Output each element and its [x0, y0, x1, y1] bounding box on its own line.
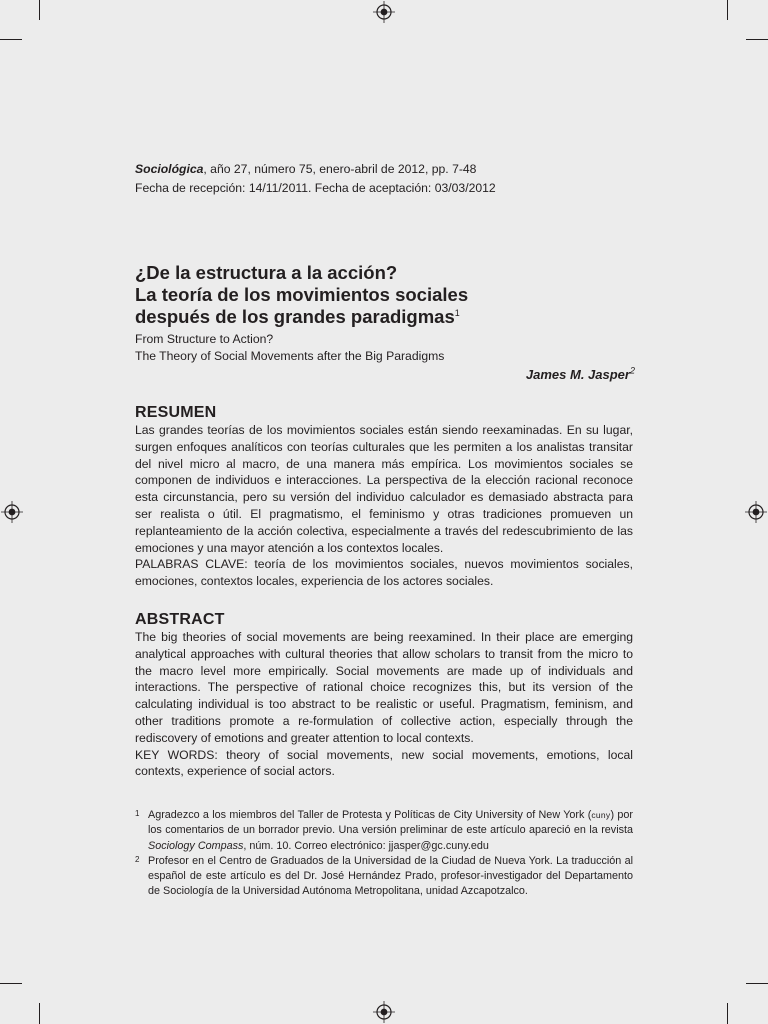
footnote-text: Profesor en el Centro de Graduados de la Universidad de la Ciudad de Nueva York. La traducción al español de este artículo es del Dr. José Hernández Prado, profesor-investigador del Departamento de Sociología de la Universidad Autónoma Metropolitana, unidad Azcapotzalco. — [148, 854, 633, 898]
footnote — [135, 808, 633, 854]
article-title — [135, 262, 635, 328]
footnote-ref: 1 — [454, 307, 460, 318]
crop-mark-bottom-right-vertical — [727, 1003, 728, 1024]
footnote-journal: Sociology Compass — [148, 839, 244, 852]
crop-mark-top-left-vertical — [39, 0, 40, 20]
footnote-text: , núm. 10. Correo electrónico: jjasper@gc.cuny.edu — [243, 839, 489, 852]
crop-mark-top-left-horizontal — [0, 39, 22, 40]
footnote-number: 1 — [135, 809, 140, 818]
registration-mark-icon — [373, 1, 395, 23]
resumen-keywords: PALABRAS CLAVE: teoría de los movimientos sociales, nuevos movimientos sociales, emociones, contextos locales, experiencia de los actores sociales. — [135, 557, 633, 589]
footnote — [135, 854, 633, 900]
title-line: La teoría de los movimientos sociales — [135, 284, 469, 305]
english-title — [135, 331, 635, 365]
english-title-line: From Structure to Action? — [135, 332, 274, 346]
footnote-ref: 2 — [629, 365, 635, 376]
registration-mark-icon — [373, 1001, 395, 1023]
citation-dates: Fecha de recepción: 14/11/2011. Fecha de aceptación: 03/03/2012 — [135, 181, 496, 195]
resumen-section — [135, 403, 633, 590]
abstract-section — [135, 610, 633, 780]
crop-mark-bottom-left-vertical — [39, 1003, 40, 1024]
crop-mark-bottom-left-horizontal — [0, 983, 22, 984]
footnote-text: ) por los comentarios de un borrador previo. Una versión preliminar de este artículo apareció en la revista — [148, 809, 633, 837]
abstract-keywords: KEY WORDS: theory of social movements, new social movements, emotions, local contexts, experience of social actors. — [135, 747, 633, 779]
resumen-body: Las grandes teorías de los movimientos sociales están siendo reexaminadas. En su lugar, surgen enfoques analíticos con teorías culturales que les permiten a los analistas transitar del nivel micro al macro, de una manera más empírica. Los movimientos sociales se componen de individuos e interacciones. La perspectiva de la elección racional reconoce esta circunstancia, pero su versión del individuo calculador es demasiado abstracta para ser realista o útil. El pragmatismo, el feminismo y otras tradiciones promueven un replanteamiento de la acción colectiva, especialmente a través del redescubrimiento de las emociones y una mayor atención a los contextos locales. — [135, 423, 633, 555]
footnotes — [135, 808, 633, 900]
footnote-smallcaps: cuny — [591, 810, 611, 820]
crop-mark-top-right-horizontal — [746, 39, 768, 40]
title-line: ¿De la estructura a la acción? — [135, 262, 398, 283]
abstract-body: The big theories of social movements are being reexamined. In their place are emerging analytical approaches with cultural theories that allow scholars to transit from the micro to the macro level more empirically. Social movements are made up of individuals and interactions. The perspective of rational choice recognizes this, but its version of the calculating individual is too abstract to be realistic or useful. Pragmatism, feminism, and other traditions promote a re-formulation of collective action, especially through the rediscovery of emotions and greater attention to local contexts. — [135, 630, 633, 745]
citation-details: , año 27, número 75, enero-abril de 2012, pp. 7-48 — [203, 162, 477, 176]
abstract-heading: ABSTRACT — [135, 611, 225, 628]
resumen-heading: RESUMEN — [135, 404, 217, 421]
citation-line — [135, 160, 635, 179]
crop-mark-bottom-right-horizontal — [746, 983, 768, 984]
author-text: James M. Jasper — [525, 367, 630, 382]
citation-block — [135, 160, 635, 198]
registration-mark-icon — [1, 501, 23, 523]
crop-mark-top-right-vertical — [727, 0, 728, 20]
title-line: después de los grandes paradigmas — [135, 306, 455, 327]
journal-name: Sociológica — [135, 162, 204, 176]
title-block — [135, 262, 635, 384]
registration-mark-icon — [745, 501, 767, 523]
footnote-number: 2 — [135, 854, 140, 864]
footnote-text: Agradezco a los miembros del Taller de Protesta y Políticas de City University of New York ( — [148, 809, 592, 821]
author-name — [135, 366, 635, 384]
english-title-line: The Theory of Social Movements after the Big Paradigms — [135, 349, 445, 363]
